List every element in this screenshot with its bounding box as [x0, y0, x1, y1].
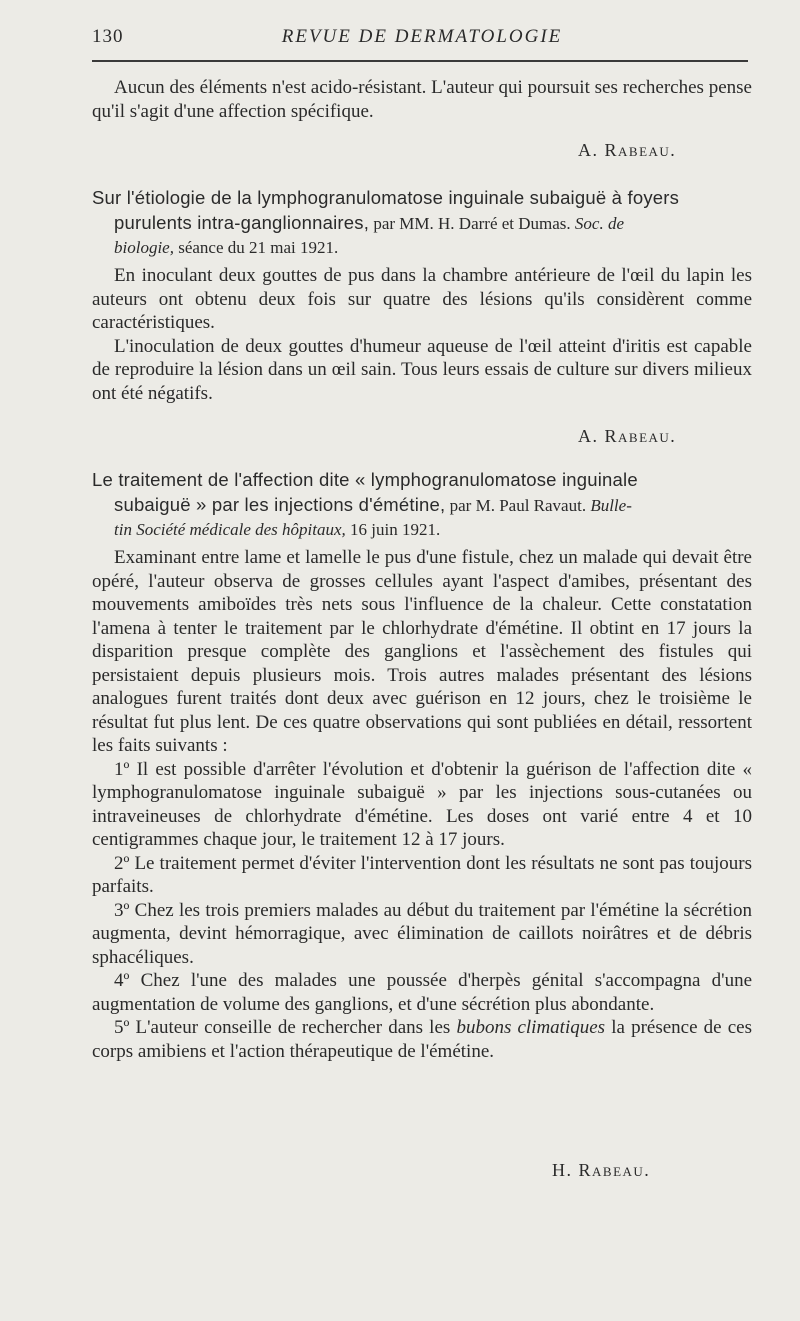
bubons-climatiques-italic: bubons climatiques [456, 1017, 606, 1038]
header-rule [92, 60, 748, 62]
article1-title-line2: purulents intra-ganglionnaires, [114, 212, 370, 233]
article1-paragraph-2: L'inoculation de deux gouttes d'humeur aqueuse de l'œil atteint d'iritis est capable de reproduire la lésion dans un œil sain. Tous leurs essais de culture sur divers milieux ont été négatifs. [92, 335, 752, 404]
article1-title [92, 186, 752, 260]
article1-authors: par MM. H. Darré et Dumas. [369, 214, 575, 233]
article2-paragraph-6: 5º L'auteur conseille de rechercher dans les bubons climatiques la présence de ces corps amibiens et l'action thérapeutique de l'émétine. [92, 1017, 753, 1062]
article2-body [92, 546, 752, 1063]
article1-source-cont: biologie, [114, 238, 174, 257]
article2-paragraph-2: 1º Il est possible d'arrêter l'évolution et d'obtenir la guérison de l'affection dite « lymphogranulomatose inguinale subaiguë » par les injections sous-cutanées ou intraveineuses de chlorhydrate d'émétine. Les doses ont varié entre 4 et 10 centigrammes chaque jour, le traitement 12 à 17 jours. [92, 758, 752, 850]
article2-signature: H. Rabeau. [552, 1160, 651, 1180]
article2-source-cont: tin Société médicale des hôpitaux, [114, 520, 346, 539]
article1-date: séance du 21 mai 1921. [173, 238, 339, 257]
article2-date: 16 juin 1921. [345, 520, 441, 539]
article1-source: Soc. de [574, 214, 625, 233]
article1-body [92, 264, 752, 405]
article2-title-line1: Le traitement de l'affection dite « lymphogranulomatose inguinale [92, 469, 638, 490]
article1-paragraph-1: En inoculant deux gouttes de pus dans la chambre antérieure de l'œil du lapin les auteurs ont obtenu deux fois sur quatre des lésions qu'ils considèrent comme caractéristiques. [92, 265, 752, 333]
intro-paragraph: Aucun des éléments n'est acido-résistant. L'auteur qui poursuit ses recherches pense qu'il s'agit d'une affection spécifique. [92, 77, 752, 122]
page-header [92, 26, 752, 50]
article2-title-line2: subaiguë » par les injections d'émétine, [114, 494, 446, 515]
page-number: 130 [92, 26, 124, 47]
article2-authors: par M. Paul Ravaut. [445, 496, 591, 515]
article1-title-line1: Sur l'étiologie de la lymphogranulomatose inguinale subaiguë à foyers [92, 187, 680, 208]
article2-title [92, 468, 752, 542]
article2-source: Bulle- [590, 496, 632, 515]
article2-paragraph-1: Examinant entre lame et lamelle le pus d'une fistule, chez un malade qui devait être opéré, l'auteur observa de grosses cellules ayant l'aspect d'amibes, présentant des mouvements amiboïdes très nets sous l'influence de la chaleur. Cette constatation l'amena à tenter le traitement par le chlorhydrate d'émétine. Il obtint en 17 jours la disparition presque complète des ganglions et l'assèchement des fistules qui persistaient depuis plusieurs mois. Trois autres malades présentant des lésions analogues furent traités dont deux avec guérison en 12 jours, chez le troisième le résultat fut plus lent. De ces quatre observations qui sont publiées en détail, ressortent les faits suivants : [92, 547, 752, 756]
article2-paragraph-4: 3º Chez les trois premiers malades au début du traitement par l'émétine la sécrétion augmenta, devint hémorragique, avec élimination de caillots noirâtres et de débris sphacéliques. [92, 899, 752, 968]
running-title: REVUE DE DERMATOLOGIE [281, 26, 563, 47]
intro-signature: A. Rabeau. [578, 140, 677, 160]
article2-paragraph-5: 4º Chez l'une des malades une poussée d'herpès génital s'accompagna d'une augmentation de volume des ganglions, et d'une sécrétion plus abondante. [92, 970, 752, 1015]
article1-signature: A. Rabeau. [578, 426, 677, 446]
article2-paragraph-3: 2º Le traitement permet d'éviter l'intervention dont les résultats ne sont pas toujours parfaits. [92, 852, 752, 897]
